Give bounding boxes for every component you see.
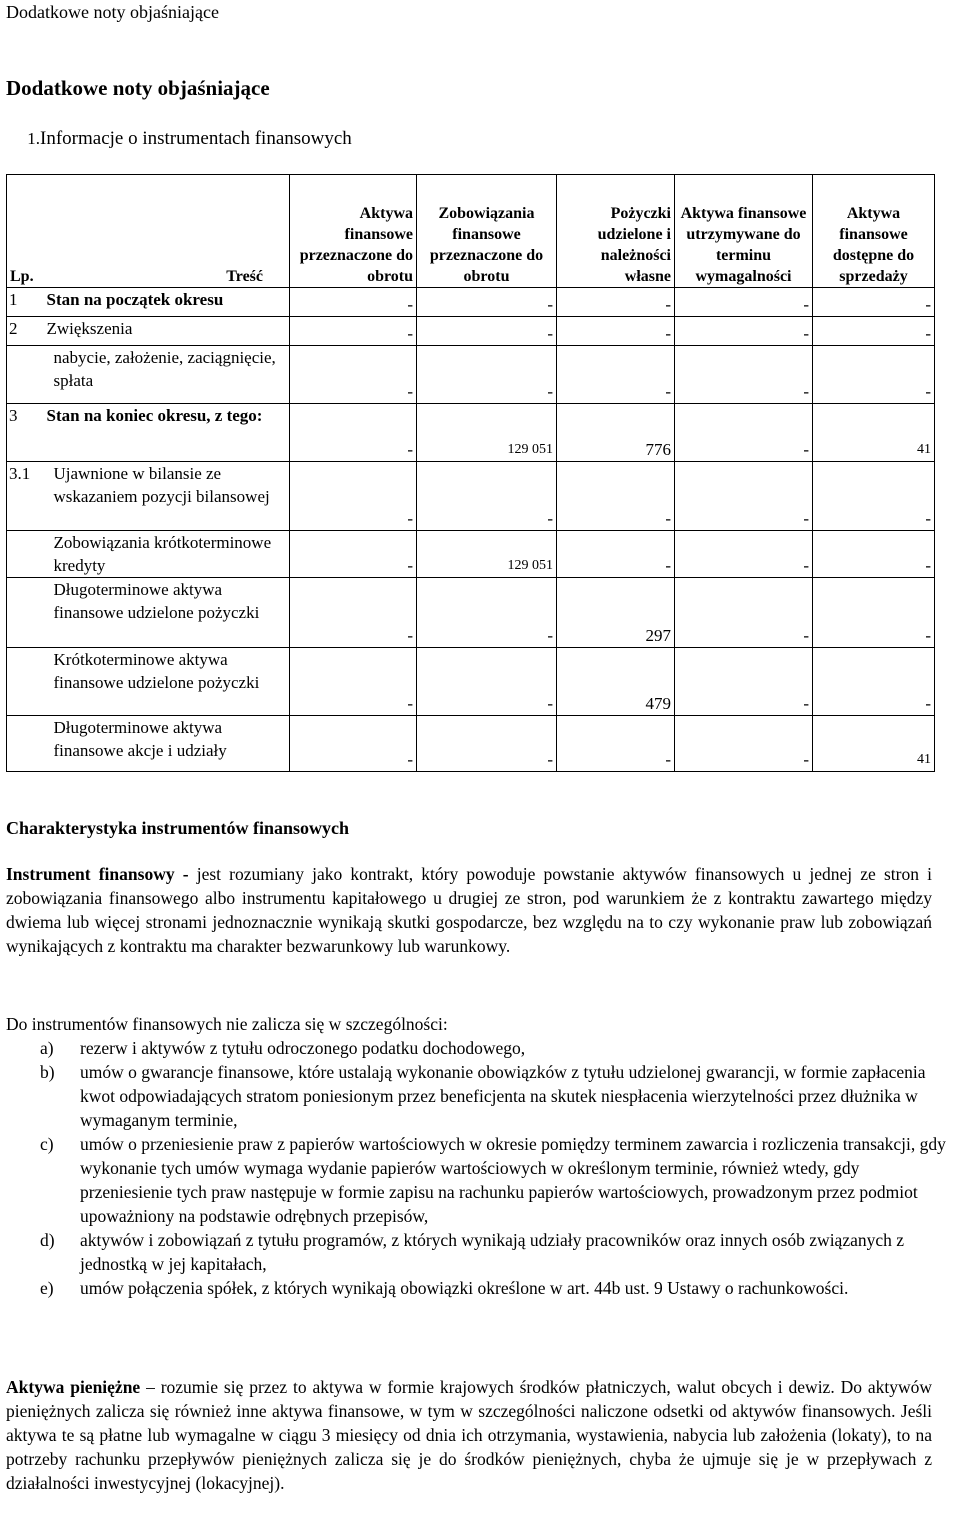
table-row [7,346,935,404]
cell-value: - [675,317,813,346]
cell-value: - [813,288,935,317]
list-item [6,1036,946,1060]
cell-value: - [417,578,557,648]
list-letter: c) [40,1134,54,1154]
section-heading [6,126,352,152]
row-label: Ujawnione w bilansie ze wskazaniem pozycji bilansowej [44,462,290,531]
row-lp: 2 [7,317,44,346]
row-lp [7,346,44,404]
row-lp: 1 [7,288,44,317]
cell-value: - [290,288,417,317]
cell-value-text: 41 [917,752,931,767]
cell-value: 479 [557,648,675,716]
header-col1: Aktywa finansowe przeznaczone do obrotu [290,175,417,288]
cell-value: - [417,716,557,772]
cell-value [417,531,557,578]
cell-value: - [417,648,557,716]
row-label: nabycie, założenie, zaciągnięcie, spłata [44,346,290,404]
row-lp: 3 [7,404,44,462]
row-lp: 3.1 [7,462,44,531]
cell-value: - [813,531,935,578]
table-header-row [7,175,935,288]
cell-value: - [675,716,813,772]
cell-value: - [813,648,935,716]
cell-value: - [557,346,675,404]
table-row [7,288,935,317]
paragraph-instrument-definition [6,862,932,958]
table-row [7,317,935,346]
exclusions-list [6,1036,946,1300]
row-label: Zobowiązania krótkoterminowe kredyty [44,531,290,578]
section-title: Informacje o instrumentach finansowych [40,128,352,149]
cell-value: - [557,716,675,772]
cell-value-text: 41 [917,442,931,457]
row-label: Długoterminowe aktywa finansowe udzielone pożyczki [44,578,290,648]
list-letter: e) [40,1278,54,1298]
paragraph-monetary-assets [6,1375,932,1495]
list-text: umów o gwarancje finansowe, które ustalają wykonanie obowiązków z tytułu udzielonej gwarancji, w formie zapłacenia kwot odpowiadających stratom poniesionym przez beneficjenta na skutek niespłacenia wierzytelności przez dłużnika w wymaganym terminie, [80,1062,926,1130]
term-instrument-finansowy: Instrument finansowy - [6,864,189,884]
list-text: umów połączenia spółek, z których wynikają obowiązki określone w art. 44b ust. 9 Ustawy o rachunkowości. [80,1278,849,1298]
row-lp [7,716,44,772]
cell-value: - [290,578,417,648]
page-header: Dodatkowe noty objaśniające [6,2,219,22]
table-row [7,531,935,578]
header-tresc: Treść [44,175,290,288]
list-letter: a) [40,1038,54,1058]
cell-value: - [813,578,935,648]
table-row [7,462,935,531]
term-aktywa-pieniezne: Aktywa pieniężne [6,1377,141,1397]
cell-value: - [290,346,417,404]
paragraph-text: jest rozumiany jako kontrakt, który powoduje powstanie aktywów finansowych u jednej ze stron i zobowiązania finansowego albo instrumentu kapitałowego u drugiej ze stron, pod warunkiem że z kontraktu zawartego między dwiema lub więcej stronami jednoznacznie wynikają skutki gospodarcze, bez względu na to czy wykonanie praw lub zobowiązań wynikających z kontraktu ma charakter bezwarunkowy lub warunkowy. [6,864,932,956]
cell-value: 297 [557,578,675,648]
header-lp: Lp. [7,175,44,288]
cell-value: - [557,317,675,346]
list-text: rezerw i aktywów z tytułu odroczonego podatku dochodowego, [80,1038,526,1058]
cell-value: - [675,462,813,531]
list-text: aktywów i zobowiązań z tytułu programów, z których wynikają udziały pracowników oraz innych osób związanych z jednostką w jej kapitałach, [80,1230,905,1274]
cell-value: - [417,317,557,346]
table-row [7,648,935,716]
cell-value [813,716,935,772]
cell-value: - [557,462,675,531]
row-label: Krótkoterminowe aktywa finansowe udzielone pożyczki [44,648,290,716]
list-item [6,1132,946,1228]
cell-value: - [290,317,417,346]
cell-value: - [417,288,557,317]
document-title: Dodatkowe noty objaśniające [6,76,270,100]
cell-value: - [675,288,813,317]
row-label: Długoterminowe aktywa finansowe akcje i udziały [44,716,290,772]
cell-value: - [675,346,813,404]
paragraph-text: – rozumie się przez to aktywa w formie krajowych środków płatniczych, walut obcych i dewiz. Do aktywów pieniężnych zalicza się również inne aktywa finansowe, w tym w szczególności naliczone odsetki od aktywów finansowych. Jeśli aktywa te są płatne lub wymagalne w ciągu 3 miesięcy od dnia ich otrzymania, wystawienia, nabycia lub założenia (lokaty), to na potrzeby rachunku przepływów pieniężnych zalicza się je do środków pieniężnych, chyba że ujmuje się je w przepływach z działalności inwestycyjnej (lokacyjnej). [6,1377,932,1493]
header-col5: Aktywa finansowe dostępne do sprzedaży [813,175,935,288]
cell-value: - [675,531,813,578]
row-label: Stan na początek okresu [44,288,290,317]
cell-value: 776 [557,404,675,462]
cell-value: - [813,317,935,346]
header-col2: Zobowiązania finansowe przeznaczone do obrotu [417,175,557,288]
characteristics-title: Charakterystyka instrumentów finansowych [6,818,350,838]
row-label: Zwiększenia [44,317,290,346]
cell-value: - [675,648,813,716]
header-col4: Aktywa finansowe utrzymywane do terminu wymagalności [675,175,813,288]
row-label: Stan na koniec okresu, z tego: [44,404,290,462]
cell-value: - [813,462,935,531]
cell-value: - [557,288,675,317]
cell-value: - [417,462,557,531]
list-letter: d) [40,1230,55,1250]
list-item [6,1060,946,1132]
list-letter: b) [40,1062,55,1082]
cell-value: - [557,531,675,578]
cell-value: - [290,648,417,716]
section-number: 1. [27,129,40,148]
cell-value: - [675,578,813,648]
cell-value: - [290,716,417,772]
cell-value [417,404,557,462]
row-lp [7,578,44,648]
row-lp [7,648,44,716]
cell-value: - [290,462,417,531]
cell-value [813,404,935,462]
header-col3: Pożyczki udzielone i należności własne [557,175,675,288]
list-text: umów o przeniesienie praw z papierów wartościowych w okresie pomiędzy terminem zawarcia i rozliczenia transakcji, gdy wykonanie tych umów wymaga wydanie papierów wartościowych w określonym terminie, również wtedy, gdy przeniesienie tych praw następuje w formie zapisu na rachunku papierów wartościowych, prowadzonym przez podmiot upoważniony na podstawie odrębnych przepisów, [80,1134,946,1226]
table-row [7,578,935,648]
financial-instruments-table [6,174,935,772]
row-lp [7,531,44,578]
cell-value-text: 129 051 [507,558,553,573]
cell-value: - [290,404,417,462]
table-row [7,404,935,462]
cell-value: - [290,531,417,578]
cell-value-text: 129 051 [507,442,553,457]
paragraph-exclusions-intro: Do instrumentów finansowych nie zalicza się w szczególności: [6,1014,448,1034]
cell-value: - [813,346,935,404]
cell-value: - [417,346,557,404]
cell-value: - [675,404,813,462]
table-row [7,716,935,772]
list-item [6,1228,946,1276]
list-item [6,1276,946,1300]
